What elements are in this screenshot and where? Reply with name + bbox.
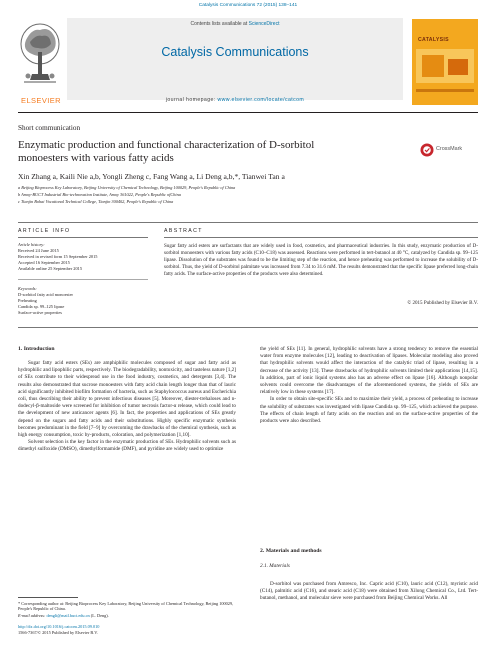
article-title-line-1: Enzymatic production and functional characterization of D-sorbitol: [18, 139, 315, 151]
article-title-line-2: monoesters with various fatty acids: [18, 152, 174, 164]
intro-paragraph-1: Sugar fatty acid esters (SEs) are amphiphilic molecules composed of sugar and fatty acid as hydrophilic and lipophilic parts, respectively. The biodegradability, nontoxicity, and tasteless nature [1,2] of SEs contribute to their widespread use in the food industry, cosmetics, and detergents [3,4]. The results also demonstrated that sucrose monoesters with fatty acid chain length longer than that of lauric acid significantly inhibited biofilm formation of bacteria, such as Staphylococcus aureus and Escherichia coli, thus describing their ability to prevent infectious diseases [5]. Moreover, diester-trehaloses and n-dodecyl-β-maltoside were screened for inhibition of tumor necrosis factor-α release, which could lead to the development of new anticancer agents [6]. In fact, the properties and applications of SEs greatly depend on the sugars and fatty acids and their substitutions. Highly specific enzymatic synthesis becomes predominant in the field [7–9] by overcoming the drawbacks of the chemical synthesis, such as high energy consumption, toxic by-products, coloration, and polymerization [1,10].: [18, 360, 236, 439]
contents-prefix: Contents lists available at: [190, 21, 249, 27]
keyword-4: Surface-active properties: [18, 310, 63, 315]
info-heading-rule: [18, 237, 148, 238]
abstract-copyright: © 2015 Published by Elsevier B.V.: [407, 300, 478, 306]
email-suffix: (L. Deng).: [89, 613, 109, 618]
elsevier-tree-logo: [18, 20, 62, 90]
journal-cover-image[interactable]: [412, 19, 478, 105]
email-label: E-mail address:: [18, 613, 47, 618]
masthead-background: [67, 18, 403, 100]
abstract-heading-rule: [164, 237, 478, 238]
homepage-link[interactable]: www.elsevier.com/locate/catcom: [217, 97, 305, 103]
abstract-bottom-rule: [18, 327, 478, 328]
corresponding-author-note: * Corresponding author at: Beijing Bioprocess Key Laboratory, Beijing University of Chemical Technology, Beijing 100029, People's Republic of China.: [18, 601, 234, 612]
issn-line: 1566-7367/© 2015 Published by Elsevier B.V.: [18, 630, 98, 635]
journal-reference[interactable]: Catalysis Communications 72 (2015) 138–141: [198, 3, 298, 8]
keyword-3: Candida sp. 99–125 lipase: [18, 304, 65, 309]
header-rule: [18, 112, 478, 113]
crossmark-label[interactable]: CrossMark: [436, 146, 463, 152]
cover-graphic: [412, 19, 478, 105]
footnote-rule: [18, 597, 78, 598]
keywords-rule: [18, 279, 148, 280]
intro-paragraph-3: the yield of SEs [11]. In general, hydrophilic solvents have a strong tendency to remove the essential water from enzyme molecules [12], leading to deactivation of lipases. Molecular modeling also proved that hydrophilic solvents would affect the interaction of the catalytic triad of lipase, resulting in a decrease of the activity [13]. These drawbacks of hydrophilic solvents limited their applications [14,15]. In addition, part of ionic liquid systems also has an adverse effect on lipase [16]. Although nonpolar solvents could overcome the disadvantages of the aforementioned systems, the yields of SEs are relatively low in these systems [17].: [260, 346, 478, 396]
journal-title[interactable]: Catalysis Communications: [161, 45, 309, 59]
affiliation-c: c Tianjin Bohai Vocational Technical College, Tianjin 300402, People's Republic of China: [18, 199, 174, 204]
intro-paragraph-2: Solvent selection is the key factor in the enzymatic production of SEs. Hydrophilic solvents such as dimethyl sulfoxide (DMSO), dimethylformamide (DMF), and pyridine are widely used to optimize: [18, 439, 236, 453]
article-info-heading: ARTICLE INFO: [18, 228, 71, 234]
affiliation-a: a Beijing Bioprocess Key Laboratory, Beijing University of Chemical Technology, Beijing 100029, People's Republic of China: [18, 185, 236, 190]
article-title: [18, 139, 388, 165]
info-top-rule: [18, 222, 478, 223]
materials-paragraph: D-sorbitol was purchased from Amresco, Inc. Capric acid (C10), lauric acid (C12), myristic acid (C14), palmitic acid (C16), and stearic acid (C18) were obtained from Xilong Chemical Co., Ltd. Tert-butanol, methanol, and molecular sieve were purchased from Beijing Chemical Works. All: [260, 581, 478, 602]
history-accepted: Accepted 16 September 2015: [18, 260, 70, 265]
doi-link[interactable]: http://dx.doi.org/10.1016/j.catcom.2015.09.010: [18, 624, 100, 629]
sciencedirect-link[interactable]: ScienceDirect: [248, 21, 280, 27]
abstract-heading: ABSTRACT: [164, 228, 203, 234]
keyword-2: Preheating: [18, 298, 37, 303]
publisher-name: ELSEVIER: [21, 96, 61, 105]
article-type: Short communication: [18, 124, 81, 132]
keywords-label: Keywords:: [18, 286, 37, 291]
history-online: Available online 25 September 2015: [18, 266, 83, 271]
right-column-text: [260, 346, 478, 425]
history-received: Received 24 June 2015: [18, 248, 59, 253]
crossmark-icon[interactable]: [420, 143, 434, 157]
history-revised: Received in revised form 15 September 2015: [18, 254, 98, 259]
history-label: Article history:: [18, 242, 45, 247]
email-line: [18, 613, 236, 618]
contents-availability: [67, 21, 403, 27]
homepage-prefix: journal homepage:: [165, 97, 218, 103]
methods-heading: 2. Materials and methods: [260, 548, 322, 554]
intro-paragraph-4: In order to obtain site-specific SEs and to maximize their yield, a process of preheating to increase the solubility of substrates was investigated with lipase Candida sp. 99–125, which achieved the purpose. The effects of chain length of fatty acids on the reaction and on the surface-active properties of the products were also described.: [260, 396, 478, 425]
journal-homepage: [67, 97, 403, 103]
affiliation-b: b Amoy-BUCT Industrial Bio-technovation Institute, Amoy 361022, People's Republic ofChina: [18, 192, 181, 197]
materials-subheading: 2.1. Materials: [260, 563, 290, 569]
email-link[interactable]: dengli@mail.buct.edu.cn: [46, 613, 90, 618]
introduction-heading: 1. Introduction: [18, 346, 55, 352]
materials-text: [260, 581, 478, 603]
left-column-text: [18, 360, 236, 454]
cover-title: CATALYSIS: [418, 37, 449, 43]
keyword-1: D-sorbitol fatty acid monoester: [18, 292, 73, 297]
author-list: Xin Zhang a, Kaili Nie a,b, Yongli Zheng c, Fang Wang a, Li Deng a,b,*, Tianwei Tan a: [18, 172, 285, 181]
abstract-text: Sugar fatty acid esters are surfactants that are widely used in food, cosmetics, and pharmaceutical industries. In this study, enzymatic production of D-sorbitol monoesters with various fatty acids (C10–C18) was assessed. Reactions were performed in tert-butanol at 40 °C, catalyzed by Candida sp. 99–125 lipase. Dissolution of the substrates was found to be the limiting step of the reaction, and hence preheating was performed to increase the solubility of D-sorbitol. Thus, the yield of D-sorbitol palmitate was increased from 7.34 to 31.6 mM. The results demonstrated that the specific lipase preferred long-chain fatty acids. The surface-active properties of the products were also determined.: [164, 243, 478, 278]
